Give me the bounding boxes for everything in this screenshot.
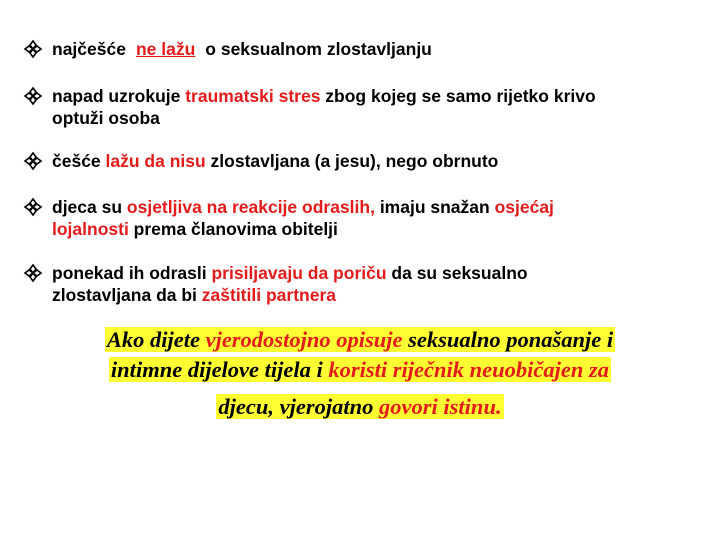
bullet-item <box>22 85 682 129</box>
bullet-text: djeca su osjetljiva na reakcije odraslih, imaju snažan osjećaj lojalnosti prema članovima obitelji <box>52 197 554 239</box>
bullet-item <box>22 196 682 240</box>
highlighted-quote-text: djecu, vjerojatno govori istinu. <box>218 394 502 419</box>
bullet-text: napad uzrokuje traumatski stres zbog kojeg se samo rijetko krivo optuži osoba <box>52 86 596 128</box>
diamond-bullet-icon <box>22 39 44 59</box>
diamond-bullet-icon <box>22 86 44 106</box>
bullet-text: češće lažu da nisu zlostavljana (a jesu), nego obrnuto <box>52 151 499 171</box>
bullet-text: ponekad ih odrasli prisiljavaju da poriču da su seksualno zlostavljana da bi zaštitili partnera <box>52 263 528 305</box>
quote-line-3 <box>0 392 720 422</box>
bullet-item <box>22 150 682 172</box>
quote-line-1 <box>0 325 720 355</box>
highlight-phrase: lojalnosti <box>52 219 129 239</box>
highlight-phrase: ne lažu <box>135 39 196 59</box>
highlight-phrase: traumatski stres <box>185 86 321 106</box>
bullet-text: najčešće ne lažu o seksualnom zlostavljanju <box>52 39 432 59</box>
highlight-phrase: lažu da nisu <box>105 151 206 171</box>
quote-line-2 <box>0 355 720 385</box>
highlighted-quote-text: intimne dijelove tijela i koristi riječnik neuobičajen za <box>110 357 610 382</box>
bullet-item <box>22 38 682 60</box>
diamond-bullet-icon <box>22 197 44 217</box>
highlight-phrase: osjećaj <box>494 197 554 217</box>
diamond-bullet-icon <box>22 151 44 171</box>
highlight-phrase: osjetljiva na reakcije odraslih, <box>126 197 375 217</box>
highlighted-quote-text: Ako dijete vjerodostojno opisuje seksualno ponašanje i <box>106 327 614 352</box>
highlight-phrase: zaštitili partnera <box>201 285 336 305</box>
diamond-bullet-icon <box>22 263 44 283</box>
bullet-item <box>22 262 682 306</box>
highlight-phrase: prisiljavaju da poriču <box>211 263 387 283</box>
